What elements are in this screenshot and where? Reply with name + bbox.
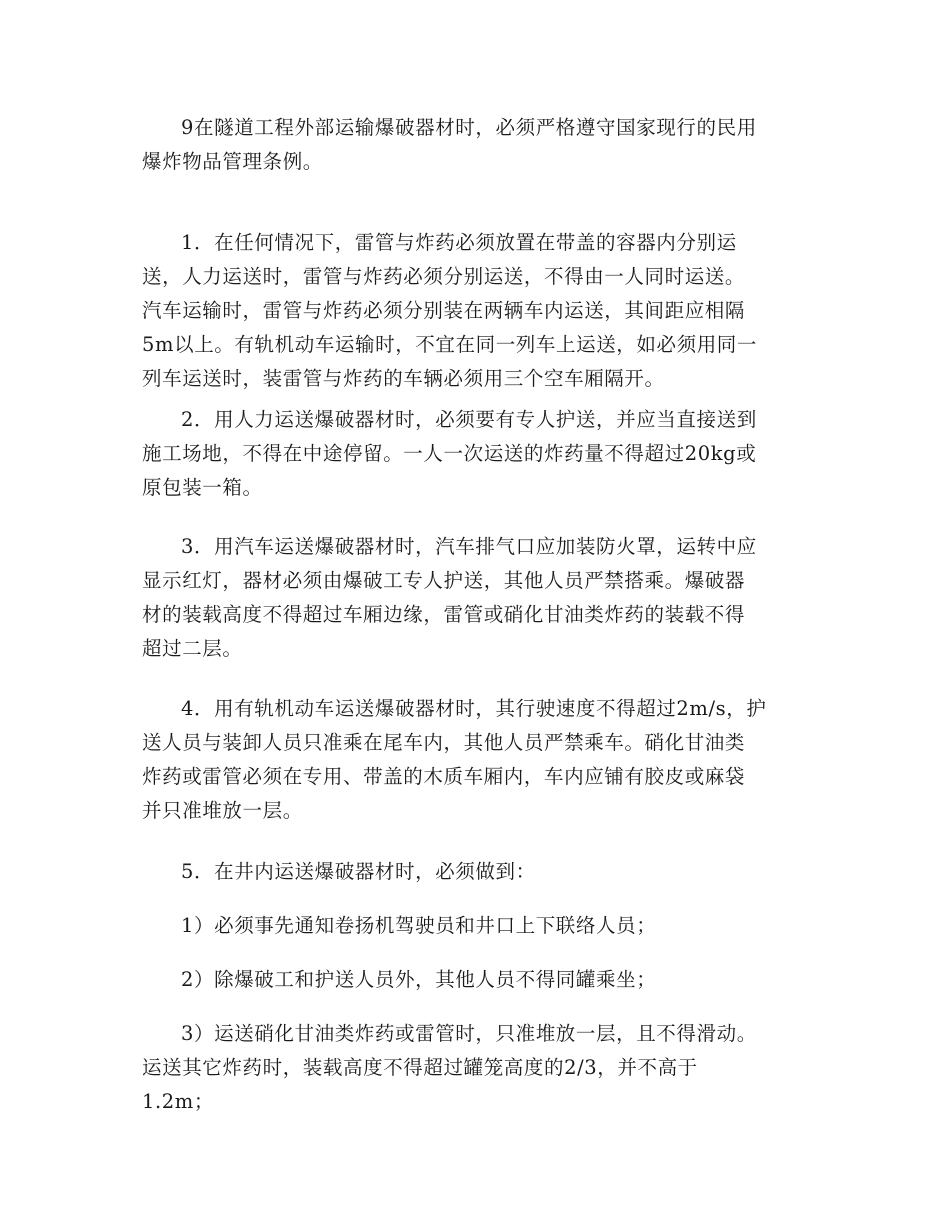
text-line: 炸药或雷管必须在专用、带盖的木质车厢内，车内应铺有胶皮或麻袋: [142, 765, 746, 788]
text-line: 超过二层。: [142, 637, 243, 660]
paragraph-item-4: [142, 692, 812, 828]
text-line: 3．用汽车运送爆破器材时，汽车排气口应加装防火罩，运转中应: [181, 535, 757, 558]
text-line: 显示红灯，器材必须由爆破工专人护送，其他人员严禁搭乘。爆破器: [142, 569, 746, 592]
text-line: 材的装载高度不得超过车厢边缘，雷管或硝化甘油类炸药的装载不得: [142, 603, 746, 626]
text-line: 送人员与装卸人员只准乘在尾车内，其他人员严禁乘车。硝化甘油类: [142, 731, 746, 754]
paragraph-subitem-3: [142, 1017, 812, 1119]
text-line: 9在隧道工程外部运输爆破器材时，必须严格遵守国家现行的民用: [181, 116, 757, 139]
text-line: 施工场地，不得在中途停留。一人一次运送的炸药量不得超过20kg或: [142, 442, 757, 465]
text-line: 1.2m；: [142, 1090, 215, 1113]
paragraph-subitem-2: [142, 963, 812, 997]
paragraph-intro: [142, 111, 812, 179]
text-line: 原包装一箱。: [142, 476, 263, 499]
paragraph-item-1: [142, 226, 812, 396]
text-line: 送，人力运送时，雷管与炸药必须分别运送，不得由一人同时运送。: [142, 265, 746, 288]
text-line: 2）除爆破工和护送人员外，其他人员不得同罐乘坐；: [181, 968, 657, 991]
text-line: 5．在井内运送爆破器材时，必须做到：: [181, 860, 536, 883]
text-line: 运送其它炸药时，装载高度不得超过罐笼高度的2/3，并不高于: [142, 1056, 698, 1079]
text-line: 1）必须事先通知卷扬机驾驶员和井口上下联络人员；: [181, 914, 657, 937]
paragraph-item-2: [142, 403, 812, 505]
paragraph-subitem-1: [142, 909, 812, 943]
text-line: 列车运送时，装雷管与炸药的车辆必须用三个空车厢隔开。: [142, 367, 665, 390]
paragraph-item-3: [142, 530, 812, 666]
text-line: 爆炸物品管理条例。: [142, 150, 323, 173]
text-line: 汽车运输时，雷管与炸药必须分别装在两辆车内运送，其间距应相隔: [142, 299, 746, 322]
text-line: 3）运送硝化甘油类炸药或雷管时，只准堆放一层，且不得滑动。: [181, 1022, 757, 1045]
paragraph-item-5: [142, 855, 812, 889]
text-line: 2．用人力运送爆破器材时，必须要有专人护送，并应当直接送到: [181, 408, 757, 431]
text-line: 5m以上。有轨机动车运输时，不宜在同一列车上运送，如必须用同一: [142, 333, 757, 356]
text-line: 并只准堆放一层。: [142, 799, 303, 822]
text-line: 4．用有轨机动车运送爆破器材时，其行驶速度不得超过2m/s，护: [181, 697, 767, 720]
text-line: 1．在任何情况下，雷管与炸药必须放置在带盖的容器内分别运: [181, 231, 737, 254]
